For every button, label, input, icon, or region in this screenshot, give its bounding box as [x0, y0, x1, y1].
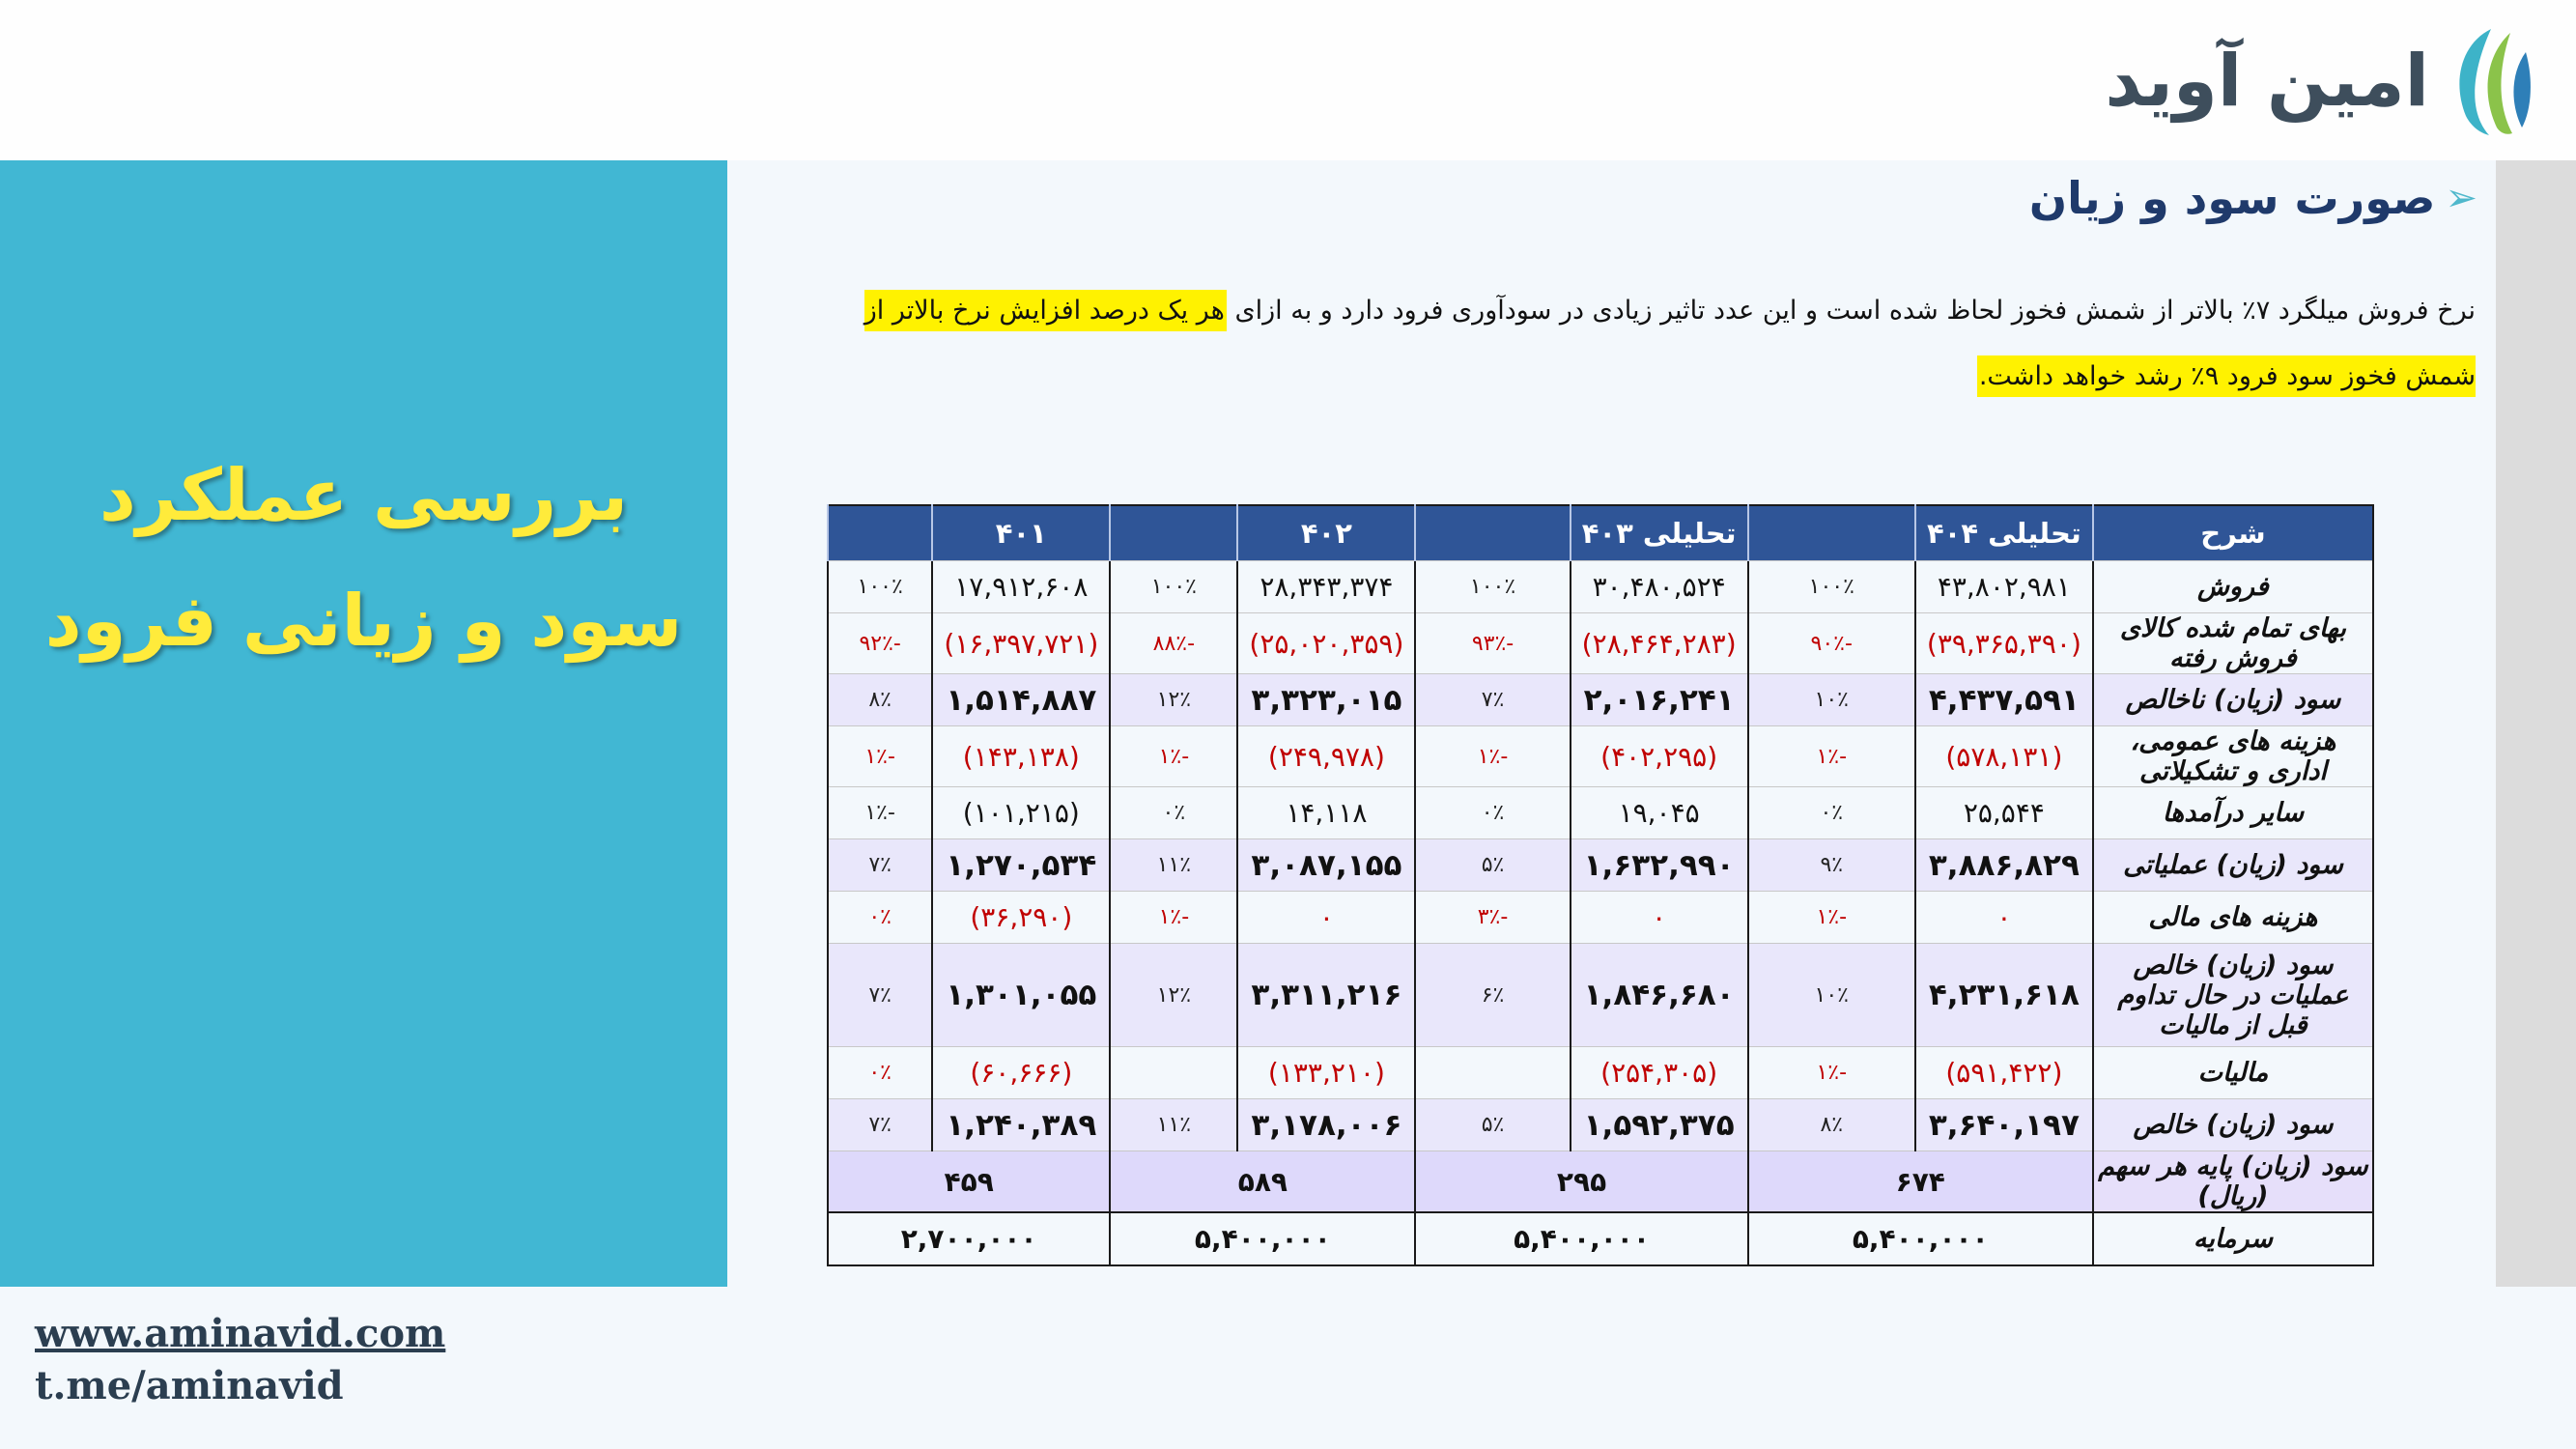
- cell-percent: ۱۲٪: [1110, 944, 1237, 1047]
- cell-percent: ۱۰٪: [1748, 944, 1915, 1047]
- logo-mark-icon: [2443, 23, 2535, 139]
- row-label: سود (زیان) عملیاتی: [2093, 839, 2373, 892]
- table-row-capital: [828, 1212, 2373, 1265]
- cell-value: (۲۵,۰۲۰,۳۵۹): [1237, 613, 1415, 674]
- cell-value: ۲,۰۱۶,۲۴۱: [1571, 674, 1748, 726]
- cell-percent: ۱۱٪: [1110, 1099, 1237, 1151]
- cell-percent: -۱٪: [1110, 892, 1237, 944]
- cell-value: ۱۴,۱۱۸: [1237, 787, 1415, 839]
- section-heading: [2029, 172, 2477, 224]
- cell-value: ۱۷,۹۱۲,۶۰۸: [932, 561, 1110, 613]
- cell-percent: ۵٪: [1415, 839, 1570, 892]
- cell-percent: ۱۰۰٪: [1110, 561, 1237, 613]
- brand-logo[interactable]: [2105, 23, 2535, 139]
- cell-value: ۴,۴۳۷,۵۹۱: [1915, 674, 2093, 726]
- row-label: هزینه های عمومی، اداری و تشکیلاتی: [2093, 726, 2373, 787]
- cell-percent: ۷٪: [828, 839, 932, 892]
- cell-percent: -۸۸٪: [1110, 613, 1237, 674]
- header-403-pct: [1415, 505, 1570, 561]
- cell-percent: -۱٪: [1110, 726, 1237, 787]
- table-row: [828, 613, 2373, 674]
- cell-value: ۳,۶۴۰,۱۹۷: [1915, 1099, 2093, 1151]
- cell-percent: -۱٪: [1748, 726, 1915, 787]
- cell-value: ۴۵۹: [828, 1151, 1110, 1213]
- row-label: فروش: [2093, 561, 2373, 613]
- cell-percent: -۳٪: [1415, 892, 1570, 944]
- cell-percent: ۰٪: [1748, 787, 1915, 839]
- table-row: [828, 787, 2373, 839]
- cell-percent: ۱۰۰٪: [1748, 561, 1915, 613]
- cell-value: ۲,۷۰۰,۰۰۰: [828, 1212, 1110, 1265]
- cell-value: ۲۸,۳۴۳,۳۷۴: [1237, 561, 1415, 613]
- row-label: سایر درآمدها: [2093, 787, 2373, 839]
- cell-value: (۱۴۳,۱۳۸): [932, 726, 1110, 787]
- table-row: [828, 1099, 2373, 1151]
- table-row: [828, 1047, 2373, 1099]
- cell-value: ۱,۵۹۲,۳۷۵: [1571, 1099, 1748, 1151]
- cell-percent: ۸٪: [828, 674, 932, 726]
- cell-percent: -۱٪: [1748, 1047, 1915, 1099]
- cell-value: ۵,۴۰۰,۰۰۰: [1415, 1212, 1747, 1265]
- row-label: سرمایه: [2093, 1212, 2373, 1265]
- cell-value: (۴۰۲,۲۹۵): [1571, 726, 1748, 787]
- highlighted-text: هر یک درصد افزایش نرخ بالاتر از شمش فخوز سود فرود ۹٪ رشد خواهد داشت.: [864, 290, 2476, 397]
- header-402: ۴۰۲: [1237, 505, 1415, 561]
- cell-value: (۵۹۱,۴۲۲): [1915, 1047, 2093, 1099]
- arrow-bullet-icon: ➢: [2445, 176, 2477, 220]
- cell-value: ۰: [1915, 892, 2093, 944]
- cell-percent: -۹۰٪: [1748, 613, 1915, 674]
- cell-percent: ۱۰۰٪: [1415, 561, 1570, 613]
- header-402-pct: [1110, 505, 1237, 561]
- cell-value: (۱۶,۳۹۷,۷۲۱): [932, 613, 1110, 674]
- cell-percent: -۱٪: [828, 787, 932, 839]
- cell-value: (۲۵۴,۳۰۵): [1571, 1047, 1748, 1099]
- cell-percent: ۱۰۰٪: [828, 561, 932, 613]
- row-label: سود (زیان) خالص عملیات در حال تداوم قبل از مالیات: [2093, 944, 2373, 1047]
- row-label: بهای تمام شده کالای فروش رفته: [2093, 613, 2373, 674]
- cell-value: ۱۹,۰۴۵: [1571, 787, 1748, 839]
- cell-value: ۰: [1237, 892, 1415, 944]
- cell-value: ۴,۲۳۱,۶۱۸: [1915, 944, 2093, 1047]
- cell-value: ۳,۱۷۸,۰۰۶: [1237, 1099, 1415, 1151]
- section-title: صورت سود و زیان: [2028, 172, 2436, 224]
- cell-percent: ۱۰٪: [1748, 674, 1915, 726]
- cell-percent: ۷٪: [828, 1099, 932, 1151]
- cell-percent: ۰٪: [1110, 787, 1237, 839]
- row-label: سود (زیان) پایه هر سهم (ریال): [2093, 1151, 2373, 1213]
- cell-percent: -۱٪: [828, 726, 932, 787]
- top-bar: [0, 0, 2576, 160]
- telegram-link[interactable]: t.me/aminavid: [35, 1363, 344, 1408]
- cell-percent: -۹۳٪: [1415, 613, 1570, 674]
- cell-value: ۵,۴۰۰,۰۰۰: [1748, 1212, 2093, 1265]
- header-403: تحلیلی ۴۰۳: [1571, 505, 1748, 561]
- cell-percent: ۶٪: [1415, 944, 1570, 1047]
- cell-value: ۳,۳۱۱,۲۱۶: [1237, 944, 1415, 1047]
- cell-value: ۱,۳۰۱,۰۵۵: [932, 944, 1110, 1047]
- cell-value: ۶۷۴: [1748, 1151, 2093, 1213]
- website-link[interactable]: www.aminavid.com: [35, 1311, 446, 1356]
- cell-percent: ۱۱٪: [1110, 839, 1237, 892]
- cell-value: ۱,۲۴۰,۳۸۹: [932, 1099, 1110, 1151]
- cell-percent: -۱٪: [1748, 892, 1915, 944]
- right-side-strip: [2496, 160, 2576, 1287]
- cell-value: ۱,۶۳۲,۹۹۰: [1571, 839, 1748, 892]
- cell-percent: ۰٪: [1415, 787, 1570, 839]
- cell-value: ۵۸۹: [1110, 1151, 1415, 1213]
- panel-title-line1: بررسی عملکرد: [99, 454, 629, 537]
- header-desc: شرح: [2093, 505, 2373, 561]
- cell-value: (۲۴۹,۹۷۸): [1237, 726, 1415, 787]
- panel-title-line2: سود و زیانی فرود: [44, 580, 683, 663]
- cell-value: ۲۵,۵۴۴: [1915, 787, 2093, 839]
- cell-percent: ۱۲٪: [1110, 674, 1237, 726]
- row-label: سود (زیان) خالص: [2093, 1099, 2373, 1151]
- cell-value: ۵,۴۰۰,۰۰۰: [1110, 1212, 1415, 1265]
- cell-percent: ۰٪: [828, 892, 932, 944]
- side-panel: [0, 160, 727, 1287]
- cell-value: ۱,۲۷۰,۵۳۴: [932, 839, 1110, 892]
- row-label: مالیات: [2093, 1047, 2373, 1099]
- cell-percent: ۰٪: [828, 1047, 932, 1099]
- cell-value: (۱۳۳,۲۱۰): [1237, 1047, 1415, 1099]
- cell-percent: ۹٪: [1748, 839, 1915, 892]
- cell-percent: ۵٪: [1415, 1099, 1570, 1151]
- table-row: [828, 892, 2373, 944]
- header-404: تحلیلی ۴۰۴: [1915, 505, 2093, 561]
- cell-percent: ۸٪: [1748, 1099, 1915, 1151]
- paragraph-text: نرخ فروش میلگرد ۷٪ بالاتر از شمش فخوز لحاظ شده است و این عدد تاثیر زیادی در سودآوری فرود دارد و به ازای: [1226, 296, 2476, 326]
- summary-paragraph: [814, 278, 2476, 410]
- cell-value: ۴۳,۸۰۲,۹۸۱: [1915, 561, 2093, 613]
- footer-links: [35, 1308, 445, 1412]
- brand-name: امین آوید: [2105, 40, 2429, 123]
- header-401-pct: [828, 505, 932, 561]
- cell-value: ۳,۳۲۳,۰۱۵: [1237, 674, 1415, 726]
- cell-value: (۲۸,۴۶۴,۲۸۳): [1571, 613, 1748, 674]
- cell-value: ۳۰,۴۸۰,۵۲۴: [1571, 561, 1748, 613]
- cell-value: ۰: [1571, 892, 1748, 944]
- table-row: [828, 726, 2373, 787]
- table-row: [828, 674, 2373, 726]
- header-404-pct: [1748, 505, 1915, 561]
- table-row: [828, 944, 2373, 1047]
- income-statement-table: [827, 504, 2374, 1266]
- cell-percent: [1110, 1047, 1237, 1099]
- cell-value: (۱۰۱,۲۱۵): [932, 787, 1110, 839]
- cell-percent: [1415, 1047, 1570, 1099]
- header-401: ۴۰۱: [932, 505, 1110, 561]
- cell-value: ۱,۸۴۶,۶۸۰: [1571, 944, 1748, 1047]
- table-row-eps: [828, 1151, 2373, 1213]
- cell-value: ۳,۰۸۷,۱۵۵: [1237, 839, 1415, 892]
- cell-value: ۲۹۵: [1415, 1151, 1747, 1213]
- cell-value: (۶۰,۶۶۶): [932, 1047, 1110, 1099]
- cell-value: (۵۷۸,۱۳۱): [1915, 726, 2093, 787]
- table-row: [828, 561, 2373, 613]
- cell-percent: ۷٪: [1415, 674, 1570, 726]
- table-row: [828, 839, 2373, 892]
- row-label: هزینه های مالی: [2093, 892, 2373, 944]
- cell-value: ۳,۸۸۶,۸۲۹: [1915, 839, 2093, 892]
- cell-value: (۳۹,۳۶۵,۳۹۰): [1915, 613, 2093, 674]
- cell-value: ۱,۵۱۴,۸۸۷: [932, 674, 1110, 726]
- table-header-row: [828, 505, 2373, 561]
- cell-value: (۳۶,۲۹۰): [932, 892, 1110, 944]
- cell-percent: -۹۲٪: [828, 613, 932, 674]
- row-label: سود (زیان) ناخالص: [2093, 674, 2373, 726]
- cell-percent: ۷٪: [828, 944, 932, 1047]
- cell-percent: -۱٪: [1415, 726, 1570, 787]
